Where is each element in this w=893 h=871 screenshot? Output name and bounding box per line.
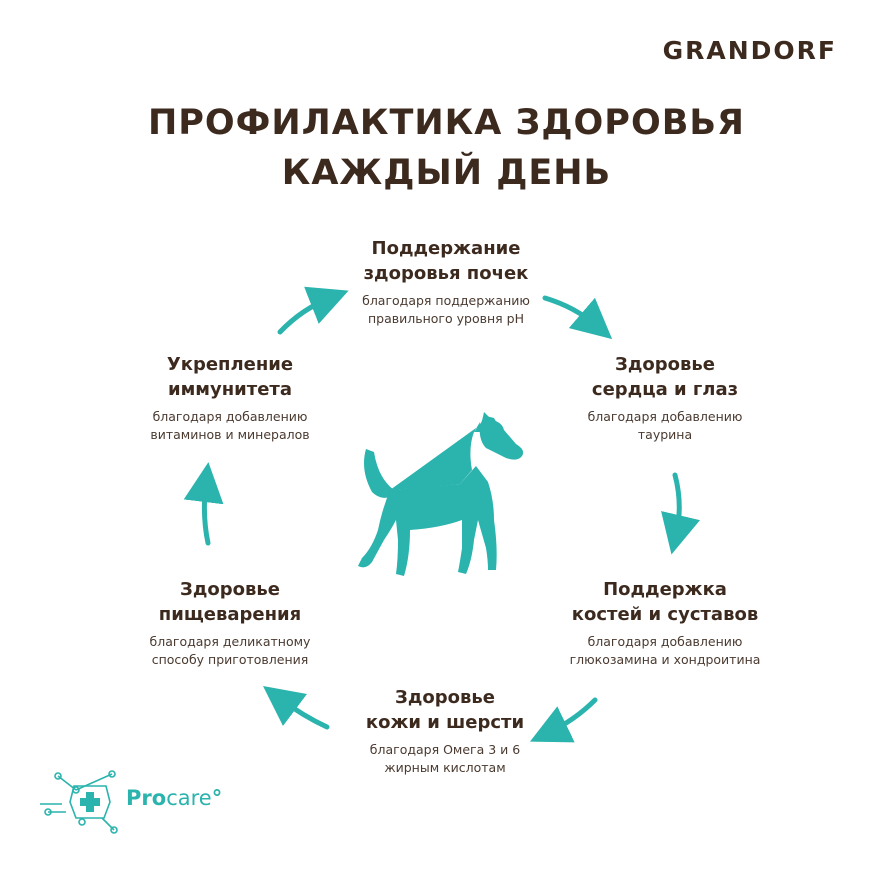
title-line-1: ПРОФИЛАКТИКА ЗДОРОВЬЯ bbox=[147, 103, 745, 143]
benefit-heading: Здоровье bbox=[180, 579, 280, 600]
benefit-kidney-health bbox=[296, 236, 596, 328]
dog-silhouette-icon bbox=[358, 412, 523, 576]
benefit-heading: здоровья почек bbox=[363, 263, 529, 284]
benefit-description: благодаря добавлению bbox=[587, 634, 743, 649]
procare-logo-care: care bbox=[166, 786, 212, 810]
benefit-heading: кожи и шерсти bbox=[365, 712, 525, 733]
benefit-heading: Здоровье bbox=[615, 354, 715, 375]
benefit-description: витаминов и минералов bbox=[150, 427, 310, 442]
benefit-description: способу приготовления bbox=[151, 652, 309, 667]
title-line-2: КАЖДЫЙ ДЕНЬ bbox=[281, 153, 612, 193]
benefit-description: правильного уровня рН bbox=[368, 311, 524, 326]
benefit-description: благодаря Омега 3 и 6 bbox=[369, 742, 521, 757]
benefit-heading: сердца и глаз bbox=[591, 379, 739, 400]
benefit-heading: иммунитета bbox=[167, 379, 293, 400]
benefit-description: благодаря добавлению bbox=[587, 409, 743, 424]
benefit-digestion bbox=[110, 577, 350, 669]
benefit-description: жирным кислотам bbox=[384, 760, 506, 775]
benefit-heart-eyes bbox=[545, 352, 785, 444]
benefit-description: благодаря поддержанию bbox=[362, 293, 530, 308]
procare-logo: Procare° bbox=[126, 786, 223, 810]
benefit-heading: Укрепление bbox=[166, 354, 294, 375]
benefit-skin-coat bbox=[300, 685, 590, 777]
benefit-description: благодаря деликатному bbox=[149, 634, 311, 649]
curved-arrow-icon bbox=[675, 475, 679, 535]
brand-logo: GRANDORF bbox=[662, 36, 837, 65]
procare-logo-pro: Pro bbox=[126, 786, 167, 810]
benefit-heading: Здоровье bbox=[395, 687, 495, 708]
benefit-bones-joints bbox=[530, 577, 800, 669]
benefit-heading: костей и суставов bbox=[571, 604, 759, 625]
benefit-heading: Поддержка bbox=[603, 579, 727, 600]
molecule-cross-icon bbox=[40, 771, 117, 833]
benefit-description: благодаря добавлению bbox=[152, 409, 308, 424]
curved-arrow-icon bbox=[204, 482, 208, 543]
benefit-description: таурина bbox=[637, 427, 693, 442]
benefit-description: глюкозамина и хондроитина bbox=[569, 652, 761, 667]
benefit-heading: Поддержание bbox=[371, 238, 521, 259]
benefit-immunity bbox=[110, 352, 350, 444]
benefit-heading: пищеварения bbox=[158, 604, 302, 625]
